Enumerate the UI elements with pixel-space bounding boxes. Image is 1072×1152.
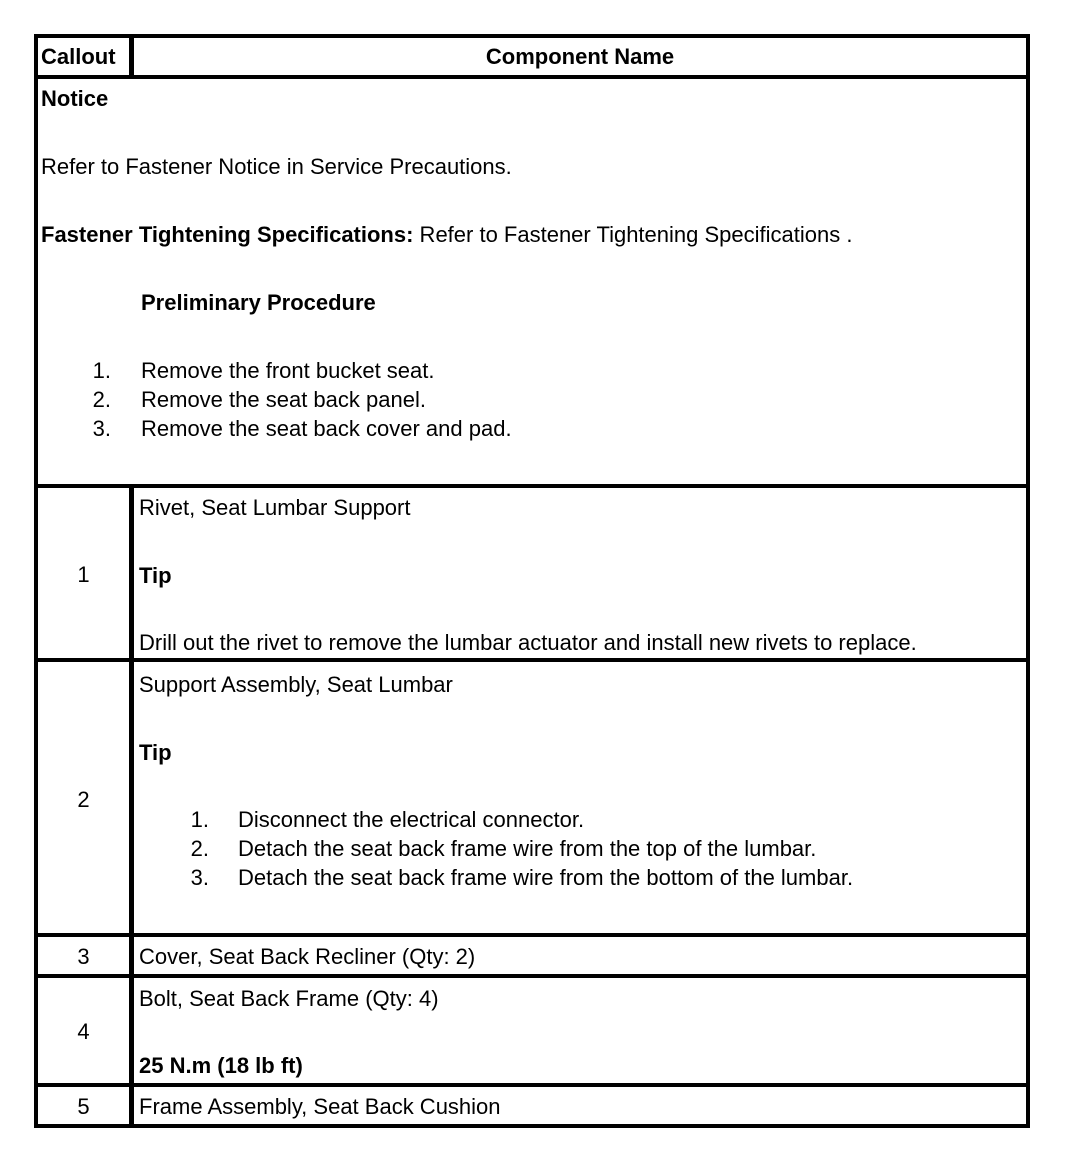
row-4-divider (34, 1083, 1030, 1087)
tip-step-number: 3. (190, 865, 209, 890)
callout-number: 4 (77, 1019, 90, 1044)
prelim-step-number: 3. (92, 416, 111, 441)
header-divider (34, 75, 1030, 79)
fastener-spec-text: Refer to Fastener Tightening Specifications . (413, 222, 853, 247)
fastener-spec-label: Fastener Tightening Specifications: (41, 222, 414, 247)
prelim-step-text: Remove the front bucket seat. (141, 358, 435, 383)
row-3-divider (34, 974, 1030, 978)
tip-step-number: 2. (190, 836, 209, 861)
callout-number: 1 (77, 562, 90, 587)
tip-step-text: Detach the seat back frame wire from the bottom of the lumbar. (238, 865, 854, 890)
component-name: Frame Assembly, Seat Back Cushion (139, 1094, 501, 1119)
prelim-step-number: 1. (92, 358, 111, 383)
tip-label: Tip (139, 740, 172, 765)
prelim-step-number: 2. (92, 387, 111, 412)
component-name: Bolt, Seat Back Frame (Qty: 4) (139, 986, 439, 1011)
notice-title: Notice (41, 86, 109, 111)
component-name: Cover, Seat Back Recliner (Qty: 2) (139, 944, 476, 969)
tip-label: Tip (139, 563, 172, 588)
tip-step-text: Detach the seat back frame wire from the top of the lumbar. (238, 836, 817, 861)
callout-number: 3 (77, 944, 90, 969)
tip-step-number: 1. (190, 807, 209, 832)
callout-number: 2 (77, 787, 90, 812)
header-component-name: Component Name (485, 44, 675, 69)
header-callout: Callout (41, 44, 116, 69)
notice-text: Refer to Fastener Notice in Service Precautions. (41, 154, 512, 179)
prelim-step-text: Remove the seat back cover and pad. (141, 416, 512, 441)
fastener-spec-line (41, 224, 852, 246)
component-name: Support Assembly, Seat Lumbar (139, 672, 453, 697)
preliminary-procedure-title: Preliminary Procedure (141, 290, 376, 315)
callout-number: 5 (77, 1094, 90, 1119)
component-name: Rivet, Seat Lumbar Support (139, 495, 411, 520)
row-2-divider (34, 933, 1030, 937)
torque-spec: 25 N.m (18 lb ft) (139, 1053, 303, 1078)
row-1-divider (34, 658, 1030, 662)
tip-step-text: Disconnect the electrical connector. (238, 807, 585, 832)
prelim-step-text: Remove the seat back panel. (141, 387, 426, 412)
notice-divider (34, 484, 1030, 488)
body-column-separator (129, 484, 134, 1128)
tip-text: Drill out the rivet to remove the lumbar actuator and install new rivets to replace. (139, 630, 917, 655)
